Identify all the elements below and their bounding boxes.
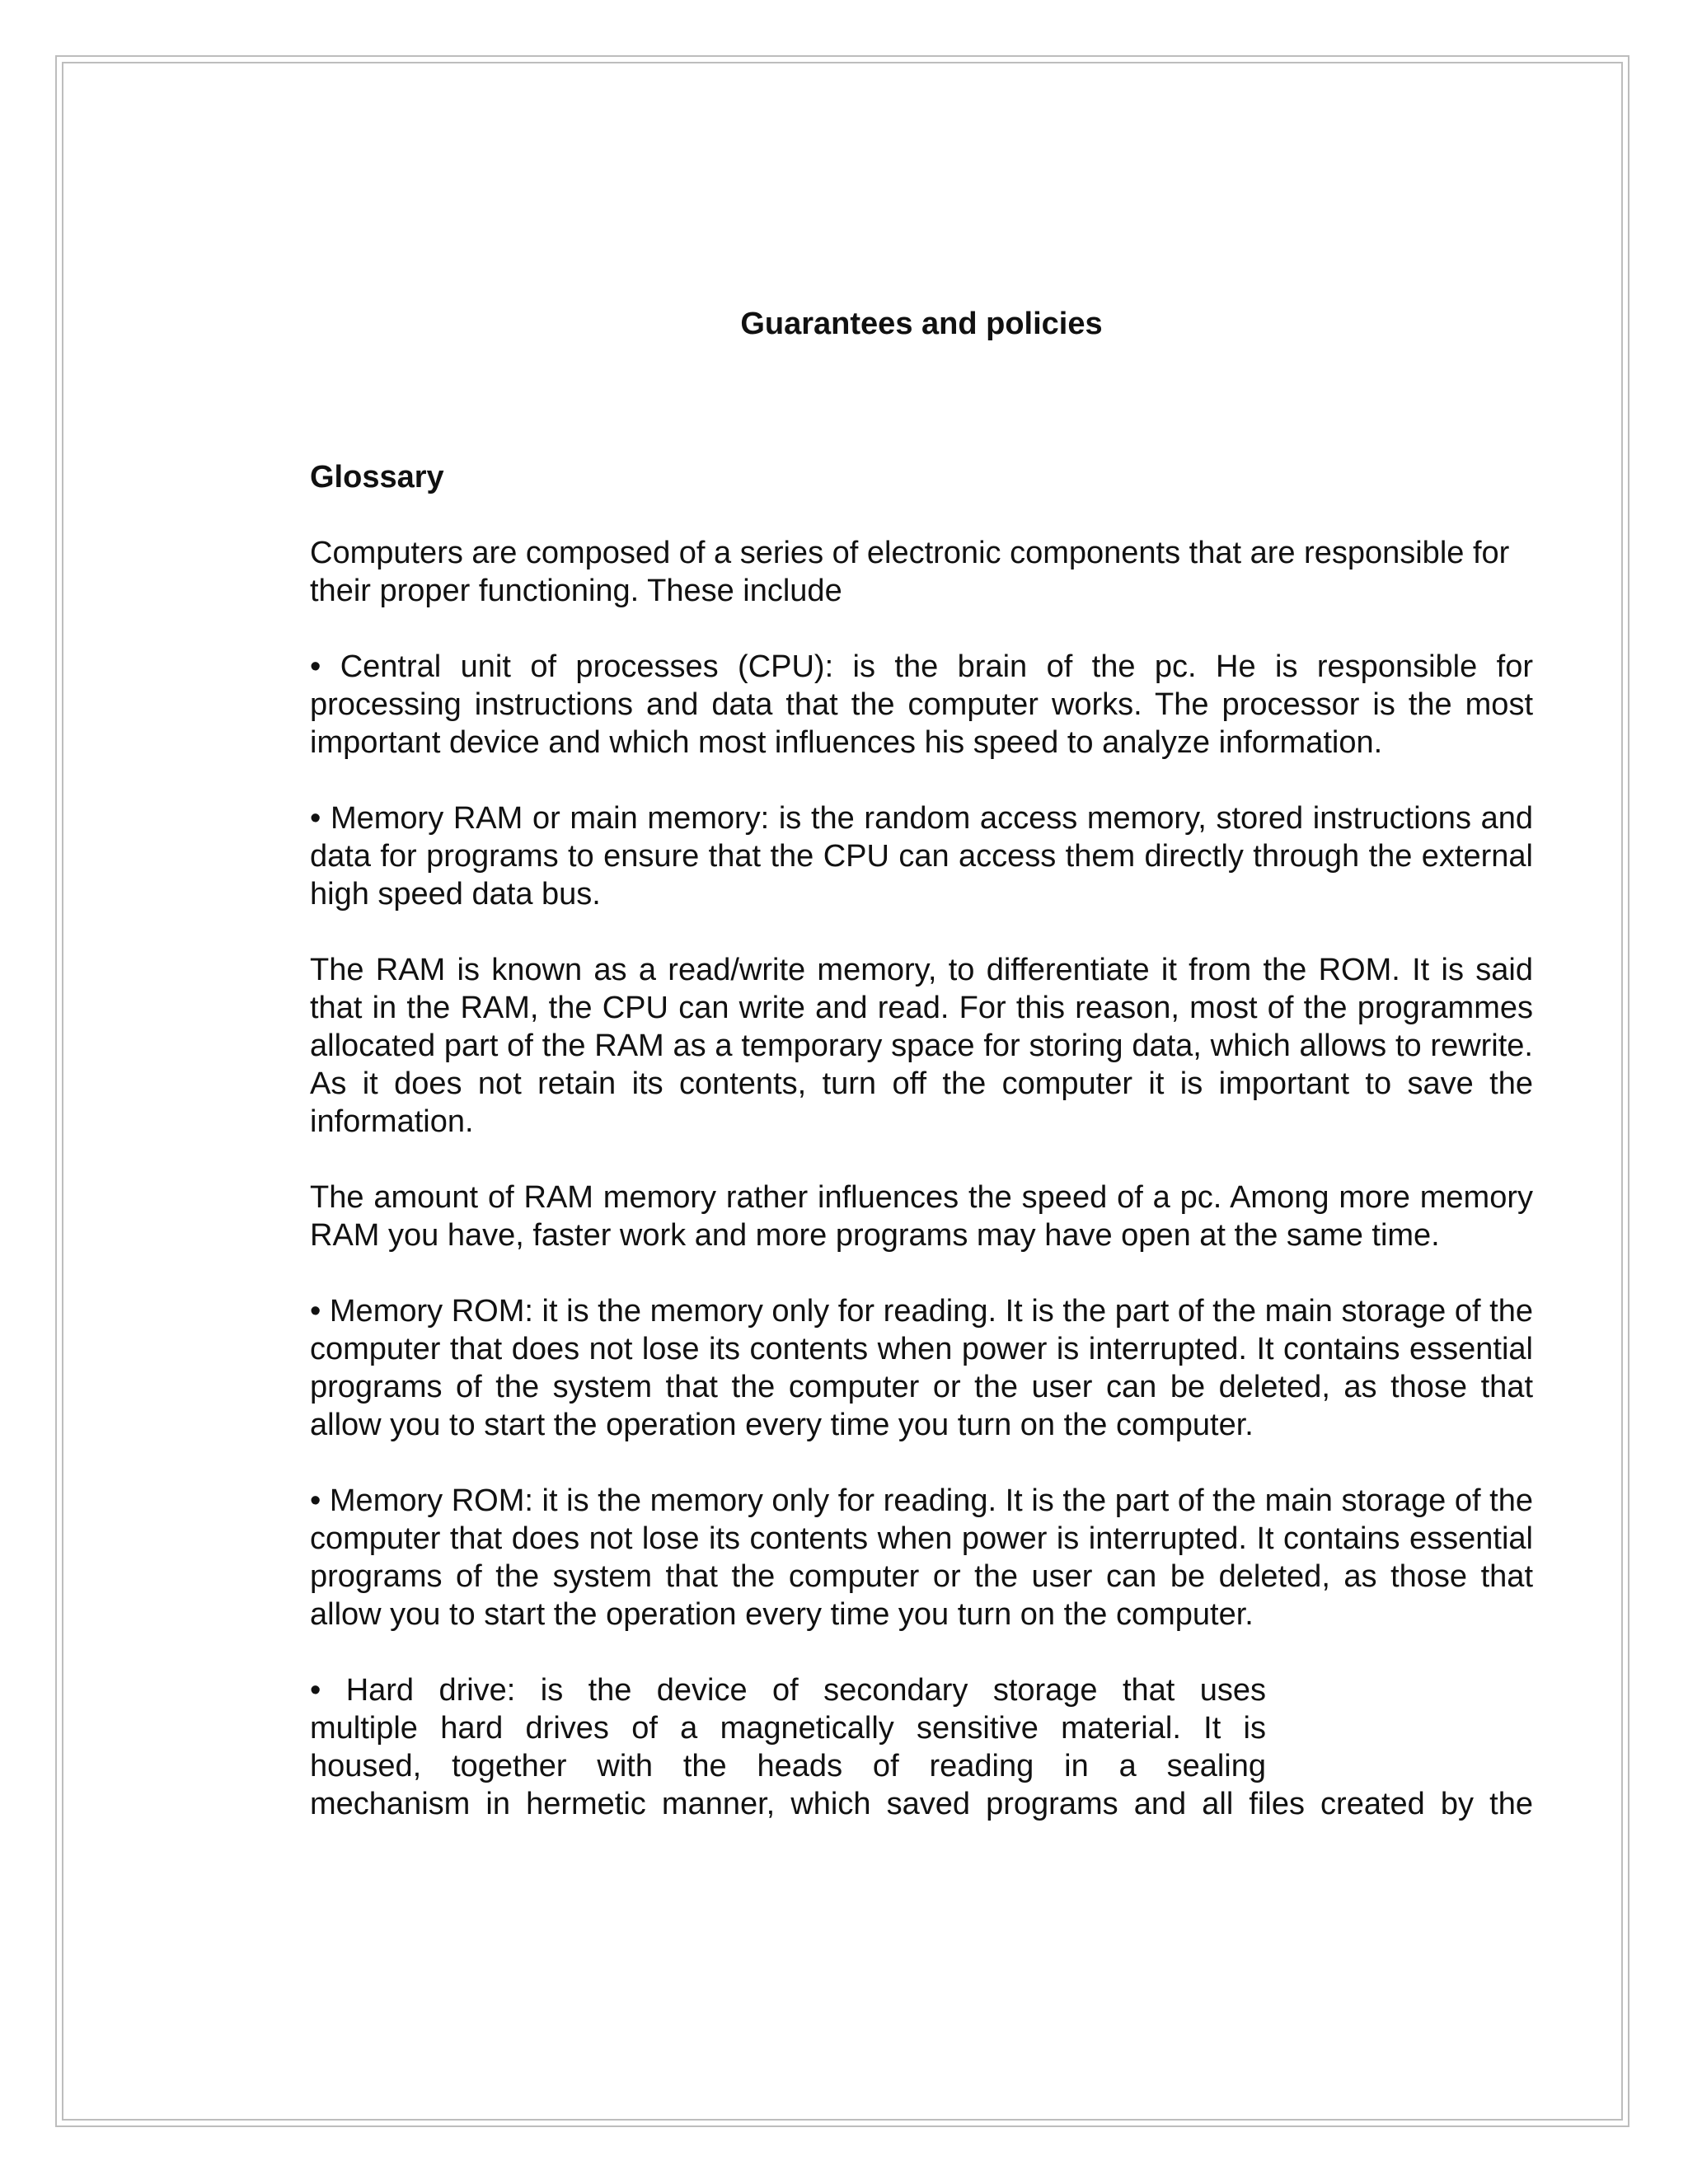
hard-drive-narrow-block [310, 1671, 1266, 1785]
hard-drive-line: multiple hard drives of a magnetically sensitive material. It is [310, 1711, 1266, 1746]
document-title: Guarantees and policies [740, 307, 1103, 341]
section-heading-glossary: Glossary [310, 460, 444, 494]
paragraph-ram-readwrite: The RAM is known as a read/write memory, to differentiate it from the ROM. It is said that in the RAM, the CPU can write and read. For this reason, most of the programmes allocated part of the RAM as a temporary space for storing data, which allows to rewrite. As it does not retain its contents, turn off the computer it is important to save the information. [310, 953, 1533, 1139]
hard-drive-last-line: mechanism in hermetic manner, which saved programs and all files created by the [310, 1787, 1533, 1821]
document-body [310, 305, 1533, 1823]
hard-drive-line: • Hard drive: is the device of secondary storage that uses [310, 1673, 1266, 1708]
hard-drive-line: housed, together with the heads of reading in a sealing [310, 1749, 1266, 1783]
paragraph-hard-drive [310, 1671, 1533, 1823]
paragraph-ram-amount: The amount of RAM memory rather influences the speed of a pc. Among more memory RAM you have, faster work and more programs may have open at the same time. [310, 1180, 1533, 1253]
paragraph-cpu: • Central unit of processes (CPU): is the brain of the pc. He is responsible for processing instructions and data that the computer works. The processor is the most important device and which most influences his speed to analyze information. [310, 649, 1533, 760]
paragraph-rom-1: • Memory ROM: it is the memory only for reading. It is the part of the main storage of the computer that does not lose its contents when power is interrupted. It contains essential programs of the system that the computer or the user can be deleted, as those that allow you to start the operation every time you turn on the computer. [310, 1294, 1533, 1442]
paragraph-ram: • Memory RAM or main memory: is the random access memory, stored instructions and data for programs to ensure that the CPU can access them directly through the external high speed data bus. [310, 801, 1533, 912]
paragraph-rom-2: • Memory ROM: it is the memory only for reading. It is the part of the main storage of the computer that does not lose its contents when power is interrupted. It contains essential programs of the system that the computer or the user can be deleted, as those that allow you to start the operation every time you turn on the computer. [310, 1483, 1533, 1632]
paragraph-intro: Computers are composed of a series of electronic components that are responsible for their proper functioning. These include [310, 536, 1510, 608]
